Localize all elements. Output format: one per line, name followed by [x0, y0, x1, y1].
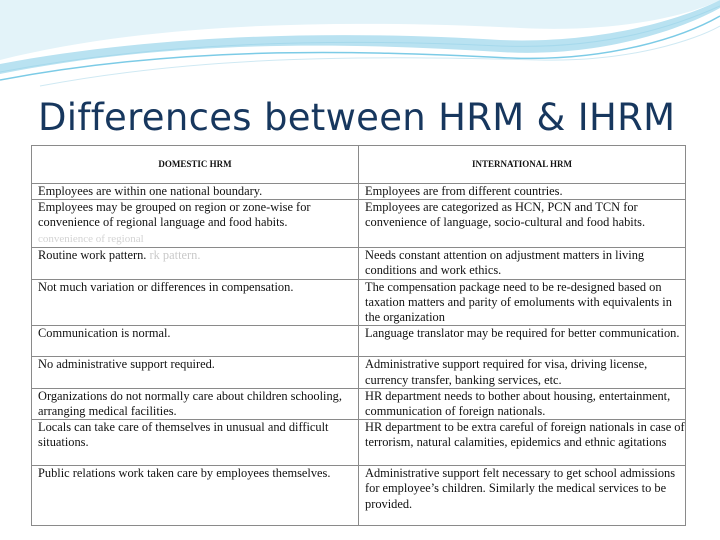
domestic-text: Routine work pattern. [38, 247, 147, 262]
domestic-cell: Locals can take care of themselves in unusual and difficult situations. [32, 420, 359, 466]
table-row [32, 247, 686, 279]
header-swoosh-decoration [0, 0, 720, 90]
domestic-cell: Communication is normal. [32, 326, 359, 357]
table-row [32, 279, 686, 326]
domestic-text: Employees may be grouped on region or zone-wise for convenience of regional language and food habits. [38, 200, 311, 230]
domestic-cell [32, 247, 359, 279]
international-cell: Needs constant attention on adjustment matters in living conditions and work ethics. [359, 247, 686, 279]
table-header-row [32, 146, 686, 184]
international-cell: Employees are categorized as HCN, PCN and TCN for convenience of language, socio-cultural and food habits. [359, 200, 686, 248]
comparison-table-container [31, 145, 685, 526]
domestic-cell: Organizations do not normally care about children schooling, arranging medical facilities. [32, 388, 359, 419]
international-cell: HR department to be extra careful of foreign nationals in case of terrorism, natural calamities, epidemics and ethnic agitations [359, 420, 686, 466]
header-international-hrm: INTERNATIONAL HRM [359, 146, 686, 184]
domestic-cell: Public relations work taken care by employees themselves. [32, 466, 359, 526]
domestic-cell: Not much variation or differences in compensation. [32, 279, 359, 326]
table-row [32, 200, 686, 248]
slide-title: Differences between HRM & IHRM [38, 96, 676, 139]
international-cell: Language translator may be required for better communication. [359, 326, 686, 357]
comparison-table [31, 145, 686, 526]
table-row [32, 357, 686, 388]
domestic-cell: Employees are within one national boundary. [32, 184, 359, 200]
international-cell: Administrative support required for visa, driving license, currency transfer, banking services, etc. [359, 357, 686, 388]
domestic-faint-text: rk pattern. [149, 247, 201, 262]
table-row [32, 388, 686, 419]
table-row [32, 184, 686, 200]
domestic-cell [32, 200, 359, 248]
domestic-ghost-text: convenience of regional [38, 232, 144, 245]
table-row [32, 326, 686, 357]
international-cell: Employees are from different countries. [359, 184, 686, 200]
international-cell: HR department needs to bother about housing, entertainment, communication of foreign nationals. [359, 388, 686, 419]
header-domestic-hrm: DOMESTIC HRM [32, 146, 359, 184]
table-row [32, 466, 686, 526]
international-cell: The compensation package need to be re-designed based on taxation matters and parity of emoluments with equivalents in the organization [359, 279, 686, 326]
international-cell: Administrative support felt necessary to get school admissions for employee’s children. Similarly the medical services to be provided. [359, 466, 686, 526]
table-row [32, 420, 686, 466]
domestic-cell: No administrative support required. [32, 357, 359, 388]
